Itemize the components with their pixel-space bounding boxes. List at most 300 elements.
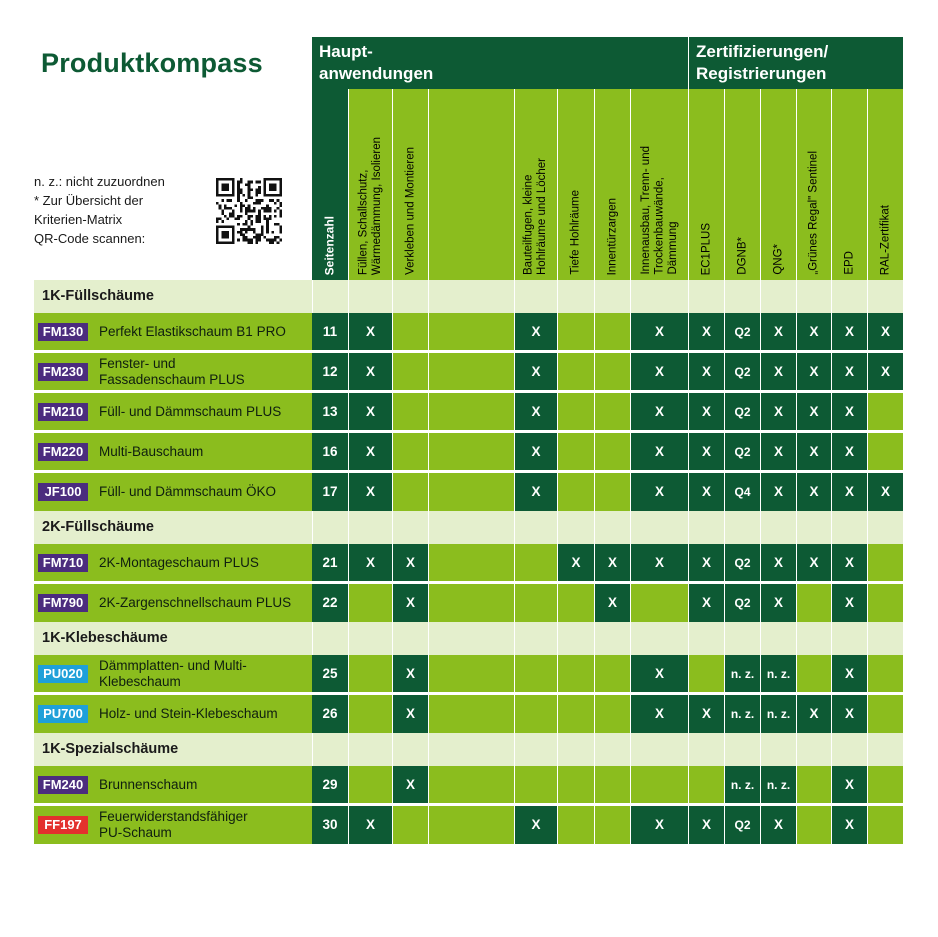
- matrix-cell-dgnb: n. z.: [724, 695, 760, 733]
- column-header-label: [639, 146, 680, 275]
- matrix-cell-tiefe-hohlraeume: [557, 353, 594, 391]
- matrix-cell-verkleben: X: [392, 584, 428, 622]
- note-line: Kriterien-Matrix: [34, 212, 123, 227]
- column-header-label: [323, 216, 337, 275]
- matrix-cell-epd: X: [831, 433, 867, 471]
- product-code-badge: FM240: [38, 776, 88, 794]
- column-header-seitenzahl: [312, 89, 348, 280]
- page-number-cell: 30: [312, 806, 348, 844]
- section-title: 1K-Füllschäume: [42, 288, 154, 304]
- matrix-cell-gruenes-regal: X: [796, 473, 831, 511]
- section-divider: [348, 622, 392, 655]
- row-separator: [34, 470, 903, 472]
- matrix-cell-innentuerzargen: [594, 655, 630, 693]
- matrix-cell-innentuerzargen: X: [594, 544, 630, 582]
- column-header-label: [569, 190, 583, 275]
- product-row: [34, 433, 903, 471]
- page-number-cell: 25: [312, 655, 348, 693]
- matrix-cell-innenausbau: X: [630, 806, 688, 844]
- matrix-cell-verkleben: X: [392, 655, 428, 693]
- column-header-innenausbau: [630, 89, 688, 280]
- section-divider: [688, 622, 724, 655]
- matrix-cell-innentuerzargen: [594, 806, 630, 844]
- product-row: [34, 584, 903, 622]
- product-cell: [34, 313, 312, 351]
- page-number-cell: 11: [312, 313, 348, 351]
- matrix-cell-tiefe-hohlraeume: [557, 473, 594, 511]
- product-code-badge: FM130: [38, 323, 88, 341]
- product-cell: [34, 584, 312, 622]
- product-row: [34, 806, 903, 844]
- matrix-cell-fuellen: [348, 584, 392, 622]
- column-header-label: [357, 137, 384, 275]
- matrix-cell-innenausbau: X: [630, 544, 688, 582]
- matrix-cell-ec1plus: X: [688, 353, 724, 391]
- group-header-line: Zertifizierungen/: [696, 42, 829, 61]
- matrix-cell-verkleben: [392, 806, 428, 844]
- matrix-cell-qng: X: [760, 313, 796, 351]
- section-divider: [594, 733, 630, 766]
- page-number-cell: 12: [312, 353, 348, 391]
- column-header-line: Hohlräume und Löcher: [536, 158, 548, 275]
- matrix-cell-ec1plus: X: [688, 544, 724, 582]
- matrix-cell-innenausbau: [630, 766, 688, 804]
- section-title: 2K-Füllschäume: [42, 519, 154, 535]
- product-code-badge: FM210: [38, 403, 88, 421]
- section-divider: [312, 511, 348, 544]
- section-divider: [630, 733, 688, 766]
- product-name: [99, 544, 259, 582]
- row-separator: [34, 350, 903, 352]
- matrix-cell-bauteilfugen: [514, 544, 557, 582]
- section-divider: [688, 280, 724, 313]
- matrix-cell-epd: X: [831, 695, 867, 733]
- column-header-gruenes-regal: [796, 89, 831, 280]
- product-name-line: Brunnenschaum: [99, 777, 198, 792]
- column-header-ral: [867, 89, 903, 280]
- matrix-cell-innentuerzargen: [594, 393, 630, 431]
- matrix-cell-qng: X: [760, 433, 796, 471]
- column-header-line: Verkleben und Montieren: [403, 147, 416, 275]
- page-title: Produktkompass: [41, 48, 263, 78]
- matrix-cell-innentuerzargen: [594, 473, 630, 511]
- row-separator: [34, 803, 903, 805]
- product-code-badge: FM220: [38, 443, 88, 461]
- matrix-cell-fuellen: X: [348, 433, 392, 471]
- matrix-cell-bauteilfugen: X: [514, 353, 557, 391]
- section-divider: [428, 280, 514, 313]
- section-divider: [760, 622, 796, 655]
- matrix-cell-qng: n. z.: [760, 766, 796, 804]
- product-name: [99, 393, 281, 431]
- matrix-cell-ral: [867, 584, 903, 622]
- section-divider: [594, 511, 630, 544]
- column-header-verkleben: [392, 89, 428, 280]
- page-number-cell: 13: [312, 393, 348, 431]
- matrix-cell-innenausbau: [630, 584, 688, 622]
- column-header-label: [700, 223, 714, 275]
- matrix-cell-tiefe-hohlraeume: [557, 695, 594, 733]
- matrix-cell-dgnb: Q2: [724, 313, 760, 351]
- matrix-cell-tiefe-hohlraeume: [557, 433, 594, 471]
- matrix-cell-tiefe-hohlraeume: X: [557, 544, 594, 582]
- matrix-cell-fuellen: X: [348, 313, 392, 351]
- section-title: 1K-Klebeschäume: [42, 630, 168, 646]
- section-divider: [428, 733, 514, 766]
- page-number-cell: 21: [312, 544, 348, 582]
- product-name-line: Holz- und Stein-Klebeschaum: [99, 706, 278, 721]
- product-cell: [34, 695, 312, 733]
- section-divider: [630, 622, 688, 655]
- section-divider: [348, 511, 392, 544]
- column-header-line: EPD: [842, 251, 855, 275]
- matrix-cell-fuellen: X: [348, 806, 392, 844]
- matrix-cell-innenausbau: X: [630, 655, 688, 693]
- matrix-cell-gruenes-regal: X: [796, 433, 831, 471]
- section-divider: [867, 622, 903, 655]
- column-header-label: [843, 251, 857, 275]
- note-line: n. z.: nicht zuzuordnen: [34, 174, 165, 189]
- matrix-cell-tiefe-hohlraeume: [557, 766, 594, 804]
- matrix-cell-innenausbau: X: [630, 393, 688, 431]
- product-row: [34, 695, 903, 733]
- legend-note: [34, 172, 165, 248]
- matrix-cell-leer: [428, 433, 514, 471]
- product-row: [34, 544, 903, 582]
- product-cell: [34, 806, 312, 844]
- section-divider: [557, 733, 594, 766]
- product-name-line: Multi-Bauschaum: [99, 444, 204, 459]
- product-name-line: Füll- und Dämmschaum PLUS: [99, 404, 282, 419]
- product-code-badge: FM230: [38, 363, 88, 381]
- matrix-cell-ral: [867, 393, 903, 431]
- matrix-cell-ec1plus: X: [688, 584, 724, 622]
- matrix-cell-gruenes-regal: X: [796, 353, 831, 391]
- section-divider: [688, 733, 724, 766]
- section-divider: [557, 280, 594, 313]
- matrix-cell-innentuerzargen: [594, 353, 630, 391]
- group-header-hauptanwendungen: [312, 37, 688, 89]
- matrix-cell-ral: [867, 806, 903, 844]
- matrix-cell-tiefe-hohlraeume: [557, 806, 594, 844]
- product-name-line: Perfekt Elastikschaum B1 PRO: [99, 324, 286, 339]
- matrix-cell-dgnb: Q2: [724, 544, 760, 582]
- matrix-cell-leer: [428, 766, 514, 804]
- matrix-cell-qng: n. z.: [760, 695, 796, 733]
- column-header-line: Wärmedämmung, Isolieren: [370, 136, 383, 275]
- matrix-cell-qng: X: [760, 393, 796, 431]
- matrix-cell-verkleben: [392, 353, 428, 391]
- section-divider: [392, 280, 428, 313]
- matrix-cell-innenausbau: X: [630, 313, 688, 351]
- column-header-leer: [428, 89, 514, 280]
- matrix-cell-epd: X: [831, 544, 867, 582]
- matrix-cell-ec1plus: X: [688, 393, 724, 431]
- matrix-cell-ec1plus: X: [688, 695, 724, 733]
- section-divider: [688, 511, 724, 544]
- column-header-bauteilfugen: [514, 89, 557, 280]
- section-row: [34, 511, 903, 544]
- section-row: [34, 622, 903, 655]
- product-name: [99, 695, 278, 733]
- matrix-cell-dgnb: Q2: [724, 353, 760, 391]
- matrix-cell-qng: n. z.: [760, 655, 796, 693]
- section-divider: [724, 622, 760, 655]
- section-divider: [724, 511, 760, 544]
- matrix-cell-innentuerzargen: [594, 695, 630, 733]
- product-name: [99, 806, 248, 844]
- matrix-cell-ral: [867, 695, 903, 733]
- section-row: [34, 280, 903, 313]
- product-cell: [34, 433, 312, 471]
- product-name: [99, 313, 286, 351]
- matrix-cell-leer: [428, 584, 514, 622]
- matrix-cell-leer: [428, 313, 514, 351]
- section-divider: [514, 511, 557, 544]
- product-name: [99, 766, 197, 804]
- section-divider: [831, 511, 867, 544]
- product-name-line: Füll- und Dämmschaum ÖKO: [99, 484, 277, 499]
- product-code-badge: FM790: [38, 594, 88, 612]
- section-divider: [392, 622, 428, 655]
- matrix-cell-ec1plus: [688, 766, 724, 804]
- product-code-badge: FF197: [38, 816, 88, 834]
- row-separator: [34, 390, 903, 392]
- matrix-cell-fuellen: [348, 655, 392, 693]
- section-divider: [312, 622, 348, 655]
- column-header-line: Dämmung: [666, 221, 679, 275]
- column-header-innentuerzargen: [594, 89, 630, 280]
- matrix-cell-innenausbau: X: [630, 473, 688, 511]
- matrix-cell-dgnb: Q2: [724, 806, 760, 844]
- matrix-cell-gruenes-regal: X: [796, 695, 831, 733]
- matrix-cell-ral: [867, 766, 903, 804]
- matrix-cell-tiefe-hohlraeume: [557, 655, 594, 693]
- column-header-line: „Grünes Regal" Sentinel: [807, 151, 820, 275]
- product-cell: [34, 393, 312, 431]
- matrix-cell-epd: X: [831, 393, 867, 431]
- matrix-cell-bauteilfugen: X: [514, 473, 557, 511]
- matrix-cell-leer: [428, 544, 514, 582]
- section-divider: [867, 280, 903, 313]
- matrix-cell-innentuerzargen: [594, 313, 630, 351]
- note-line: * Zur Übersicht der: [34, 193, 144, 208]
- product-row: [34, 353, 903, 391]
- matrix-cell-qng: X: [760, 584, 796, 622]
- matrix-cell-fuellen: X: [348, 353, 392, 391]
- column-header-line: Tiefe Hohlräume: [569, 190, 582, 275]
- product-name: [99, 433, 203, 471]
- matrix-cell-innentuerzargen: X: [594, 584, 630, 622]
- column-header-label: [606, 198, 620, 275]
- column-header-label: [523, 158, 550, 275]
- matrix-cell-ral: [867, 655, 903, 693]
- qr-code-icon[interactable]: [216, 178, 282, 244]
- matrix-cell-verkleben: X: [392, 766, 428, 804]
- section-divider: [514, 733, 557, 766]
- matrix-cell-ral: [867, 433, 903, 471]
- section-divider: [831, 622, 867, 655]
- matrix-cell-tiefe-hohlraeume: [557, 584, 594, 622]
- page-number-cell: 29: [312, 766, 348, 804]
- product-name-line: PU-Schaum: [99, 825, 172, 840]
- matrix-cell-ral: [867, 544, 903, 582]
- section-divider: [724, 733, 760, 766]
- group-header-line: Registrierungen: [696, 64, 827, 83]
- section-divider: [796, 622, 831, 655]
- product-row: [34, 473, 903, 511]
- column-header-line: QNG*: [771, 244, 784, 275]
- matrix-cell-leer: [428, 695, 514, 733]
- matrix-cell-bauteilfugen: [514, 655, 557, 693]
- matrix-cell-leer: [428, 353, 514, 391]
- matrix-cell-fuellen: [348, 695, 392, 733]
- group-header-zertifizierungen: [688, 37, 903, 89]
- matrix-cell-bauteilfugen: [514, 695, 557, 733]
- matrix-cell-gruenes-regal: [796, 655, 831, 693]
- matrix-cell-leer: [428, 393, 514, 431]
- matrix-cell-dgnb: Q2: [724, 433, 760, 471]
- matrix-cell-ec1plus: X: [688, 433, 724, 471]
- matrix-cell-qng: X: [760, 544, 796, 582]
- matrix-cell-gruenes-regal: X: [796, 313, 831, 351]
- matrix-cell-innentuerzargen: [594, 766, 630, 804]
- group-header-line: Haupt-: [319, 42, 373, 61]
- matrix-cell-epd: X: [831, 313, 867, 351]
- matrix-cell-innentuerzargen: [594, 433, 630, 471]
- section-divider: [392, 733, 428, 766]
- matrix-cell-verkleben: X: [392, 544, 428, 582]
- page-number-cell: 17: [312, 473, 348, 511]
- matrix-cell-bauteilfugen: X: [514, 433, 557, 471]
- section-divider: [348, 280, 392, 313]
- matrix-cell-qng: X: [760, 806, 796, 844]
- matrix-cell-dgnb: n. z.: [724, 766, 760, 804]
- product-name: [99, 473, 276, 511]
- section-divider: [796, 280, 831, 313]
- page-number-cell: 22: [312, 584, 348, 622]
- section-row: [34, 733, 903, 766]
- matrix-cell-bauteilfugen: [514, 766, 557, 804]
- matrix-cell-qng: X: [760, 473, 796, 511]
- matrix-cell-tiefe-hohlraeume: [557, 313, 594, 351]
- matrix-cell-gruenes-regal: [796, 806, 831, 844]
- matrix-cell-verkleben: [392, 433, 428, 471]
- matrix-cell-gruenes-regal: X: [796, 393, 831, 431]
- section-divider: [348, 733, 392, 766]
- matrix-cell-leer: [428, 806, 514, 844]
- section-divider: [428, 511, 514, 544]
- product-code-badge: FM710: [38, 554, 88, 572]
- matrix-cell-bauteilfugen: [514, 584, 557, 622]
- section-title: 1K-Spezialschäume: [42, 741, 179, 757]
- product-name-line: Dämmplatten- und Multi-: [99, 658, 247, 673]
- section-divider: [831, 733, 867, 766]
- matrix-cell-ec1plus: X: [688, 473, 724, 511]
- column-header-label: [807, 151, 821, 275]
- matrix-cell-qng: X: [760, 353, 796, 391]
- matrix-cell-ec1plus: X: [688, 806, 724, 844]
- section-divider: [630, 511, 688, 544]
- column-header-ec1plus: [688, 89, 724, 280]
- product-row: [34, 313, 903, 351]
- section-divider: [514, 622, 557, 655]
- matrix-cell-dgnb: Q2: [724, 393, 760, 431]
- matrix-cell-gruenes-regal: [796, 584, 831, 622]
- matrix-cell-gruenes-regal: X: [796, 544, 831, 582]
- section-divider: [557, 511, 594, 544]
- section-divider: [760, 280, 796, 313]
- column-header-tiefe-hohlraeume: [557, 89, 594, 280]
- product-row: [34, 766, 903, 804]
- matrix-cell-verkleben: [392, 313, 428, 351]
- product-code-badge: PU700: [38, 705, 88, 723]
- column-header-label: [772, 244, 786, 275]
- product-name: [99, 353, 245, 391]
- product-name-line: Feuerwiderstandsfähiger: [99, 809, 248, 824]
- group-header-line: anwendungen: [319, 64, 434, 83]
- column-header-line: EC1PLUS: [699, 222, 712, 275]
- row-separator: [34, 581, 903, 583]
- matrix-cell-leer: [428, 655, 514, 693]
- section-divider: [724, 280, 760, 313]
- product-cell: [34, 544, 312, 582]
- section-divider: [867, 511, 903, 544]
- matrix-cell-ral: X: [867, 473, 903, 511]
- column-header-epd: [831, 89, 867, 280]
- section-divider: [392, 511, 428, 544]
- section-divider: [594, 280, 630, 313]
- matrix-cell-epd: X: [831, 353, 867, 391]
- column-header-dgnb: [724, 89, 760, 280]
- matrix-cell-ec1plus: [688, 655, 724, 693]
- column-header-label: [879, 205, 893, 275]
- column-header-line: DGNB*: [735, 237, 748, 275]
- column-header-fuellen: [348, 89, 392, 280]
- product-name: [99, 584, 291, 622]
- product-name-line: 2K-Zargenschnellschaum PLUS: [99, 595, 292, 610]
- matrix-cell-innenausbau: X: [630, 695, 688, 733]
- section-divider: [760, 511, 796, 544]
- product-name-line: 2K-Montageschaum PLUS: [99, 555, 259, 570]
- column-header-label: [404, 147, 418, 275]
- column-header-line: Füllen, Schallschutz,: [357, 169, 369, 275]
- column-header-line: Trockenbauwände,: [652, 177, 665, 275]
- section-divider: [514, 280, 557, 313]
- matrix-cell-innenausbau: X: [630, 433, 688, 471]
- matrix-cell-verkleben: [392, 473, 428, 511]
- row-separator: [34, 430, 903, 432]
- product-code-badge: JF100: [38, 483, 88, 501]
- matrix-cell-innenausbau: X: [630, 353, 688, 391]
- matrix-cell-dgnb: Q4: [724, 473, 760, 511]
- column-header-qng: [760, 89, 796, 280]
- matrix-cell-dgnb: Q2: [724, 584, 760, 622]
- row-separator: [34, 692, 903, 694]
- matrix-cell-epd: X: [831, 806, 867, 844]
- page-number-cell: 16: [312, 433, 348, 471]
- matrix-cell-fuellen: X: [348, 544, 392, 582]
- section-divider: [831, 280, 867, 313]
- section-divider: [594, 622, 630, 655]
- matrix-cell-leer: [428, 473, 514, 511]
- page-number-cell: 26: [312, 695, 348, 733]
- matrix-cell-fuellen: X: [348, 473, 392, 511]
- matrix-cell-bauteilfugen: X: [514, 806, 557, 844]
- column-header-line: Innenausbau, Trenn- und: [639, 146, 652, 275]
- column-header-line: RAL-Zertifikat: [878, 204, 891, 275]
- product-cell: [34, 766, 312, 804]
